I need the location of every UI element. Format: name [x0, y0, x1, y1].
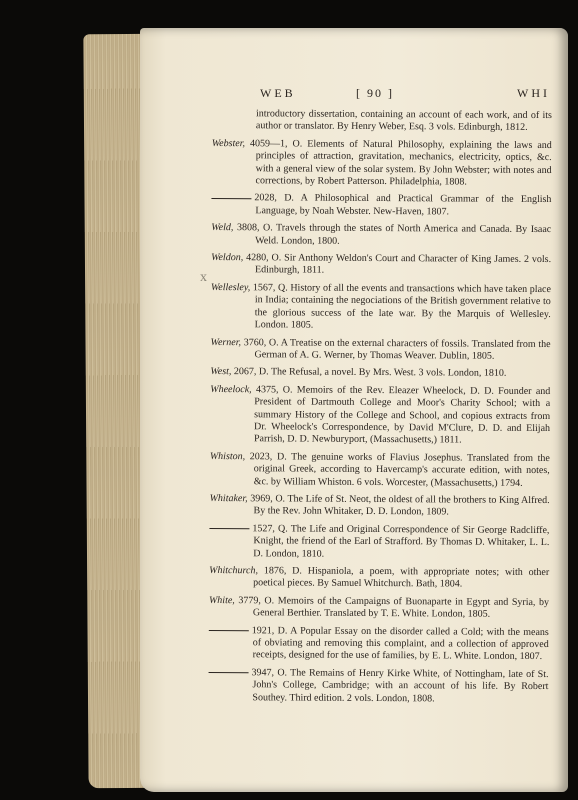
entry-surname: White,	[208, 594, 235, 606]
entry-surname: Whitaker,	[209, 492, 248, 505]
catalogue-entry	[210, 384, 550, 448]
entry-surname: Wheelock,	[210, 383, 252, 395]
entry-text: 2028, D. A Philosophical and Practical Grammar of the English Language, by Noah Webster. New-Haven, 1807.	[254, 192, 552, 218]
entry-text: 4280, O. Sir Anthony Weldon's Court and Character of King James. 2 vols. Edinburgh, 1811.	[246, 252, 552, 277]
ditto-dash	[209, 672, 249, 673]
entry-text: 3808, O. Travels through the states of North America and Canada. By Isaac Weld. London, 1800.	[236, 222, 552, 247]
page-number: [ 90 ]	[356, 86, 394, 100]
entry-surname: Webster,	[211, 137, 246, 150]
catalogue-entry	[209, 625, 549, 664]
entry-surname: West,	[210, 366, 232, 378]
catalogue-entry	[212, 108, 552, 135]
entry-text: 3760, O. A Treatise on the external characters of fossils. Translated from the German of A. G. Werner, by Thomas Weaver. Dublin, 1805.	[243, 336, 551, 362]
catalogue-entries	[208, 108, 552, 711]
entry-surname: Wellesley,	[210, 281, 251, 294]
catalogue-entry	[211, 282, 551, 334]
ditto-dash	[211, 198, 251, 199]
catalogue-entry	[209, 523, 549, 562]
entry-surname: Whitchurch,	[209, 564, 259, 577]
catalogue-entry	[211, 252, 551, 279]
entry-text: 1921, D. A Popular Essay on the disorder called a Cold; with the means of obviating and removing this complaint, and a collection of approved receipts, designed for the use of families, by E. L. White. London, 1807.	[251, 624, 549, 663]
entry-text: 2023, D. The genuine works of Flavius Josephus. Translated from the original Greek, according to Havercamp's accurate edition, with notes, &c. by William Whiston. 6 vols. Worcester, (Massachusetts,) 1794.	[249, 450, 550, 489]
catalogue-entry	[210, 366, 550, 380]
entry-surname: Weld,	[211, 222, 234, 234]
entry-text: 3969, O. The Life of St. Neot, the oldest of all the brothers to King Alfred. By the Rev. John Whitaker, D. D. London, 1809.	[250, 493, 550, 518]
ditto-dash	[209, 528, 249, 529]
catalogue-entry	[209, 565, 549, 592]
catalogue-entry	[212, 138, 552, 190]
catalogue-entry	[208, 667, 548, 706]
running-head-right: WHI	[517, 86, 550, 100]
ditto-dash	[209, 630, 249, 631]
entry-surname: Whiston,	[209, 450, 246, 462]
pencil-margin-mark: x	[200, 270, 207, 285]
catalogue-entry	[211, 192, 551, 219]
entry-text: 1567, Q. History of all the events and transactions which have taken place in India; containing the negociations of the British government relative to the glorious success of the late war. By the Marquis of Wellesley. London. 1805.	[252, 282, 551, 331]
entry-text: 4375, O. Memoirs of the Rev. Eleazer Wheelock, D. D. Founder and President of Dartmouth College and Moor's Charity School; with a summary History of the College and School, and copious extracts from Dr. Wheelock's Correspondence, by David M'Clure, D. D. and Elijah Parrish, D. D. Newburyport, (Massachusetts,) 1811.	[253, 383, 551, 446]
entry-text: 4059—1, O. Elements of Natural Philosophy, explaining the laws and principles of attraction, gravitation, mechanics, electricity, optics, &c. with a general view of the solar system. By John Webster; with notes and corrections, by Robert Patterson. Philadelphia, 1808.	[249, 138, 552, 188]
entry-surname: Weldon,	[211, 252, 244, 264]
entry-text: 1527, Q. The Life and Original Correspondence of Sir George Radcliffe, Knight, the friend of the Earl of Strafford. By Thomas D. Whitaker, L. L. D. London, 1810.	[252, 523, 550, 560]
catalogue-entry	[209, 595, 549, 622]
entry-text: introductory dissertation, containing an account of each work, and of its author or translator. By Henry Weber, Esq. 3 vols. Edinburgh, 1812.	[255, 108, 552, 134]
catalogue-entry	[210, 336, 550, 363]
entry-text: 3947, O. The Remains of Henry Kirke White, of Nottingham, late of St. John's College, Cambridge; with an account of his life. By Robert Southey. Third edition. 2 vols. London, 1808.	[251, 667, 549, 705]
catalogue-entry	[210, 451, 550, 490]
catalogue-entry	[211, 222, 551, 249]
catalogue-entry	[209, 493, 549, 520]
entry-text: 1876, D. Hispaniola, a poem, with appropriate notes; with other poetical pieces. By Samuel Whitchurch. Bath, 1804.	[253, 565, 550, 590]
entry-text: 2067, D. The Refusal, a novel. By Mrs. West. 3 vols. London, 1810.	[233, 366, 507, 380]
entry-text: 3779, O. Memoirs of the Campaigns of Buonaparte in Egypt and Syria, by General Berthier. Translated by T. E. White. London, 1805.	[238, 594, 550, 620]
running-head	[260, 86, 550, 104]
entry-surname: Werner,	[210, 336, 242, 348]
running-head-left: WEB	[260, 86, 296, 100]
